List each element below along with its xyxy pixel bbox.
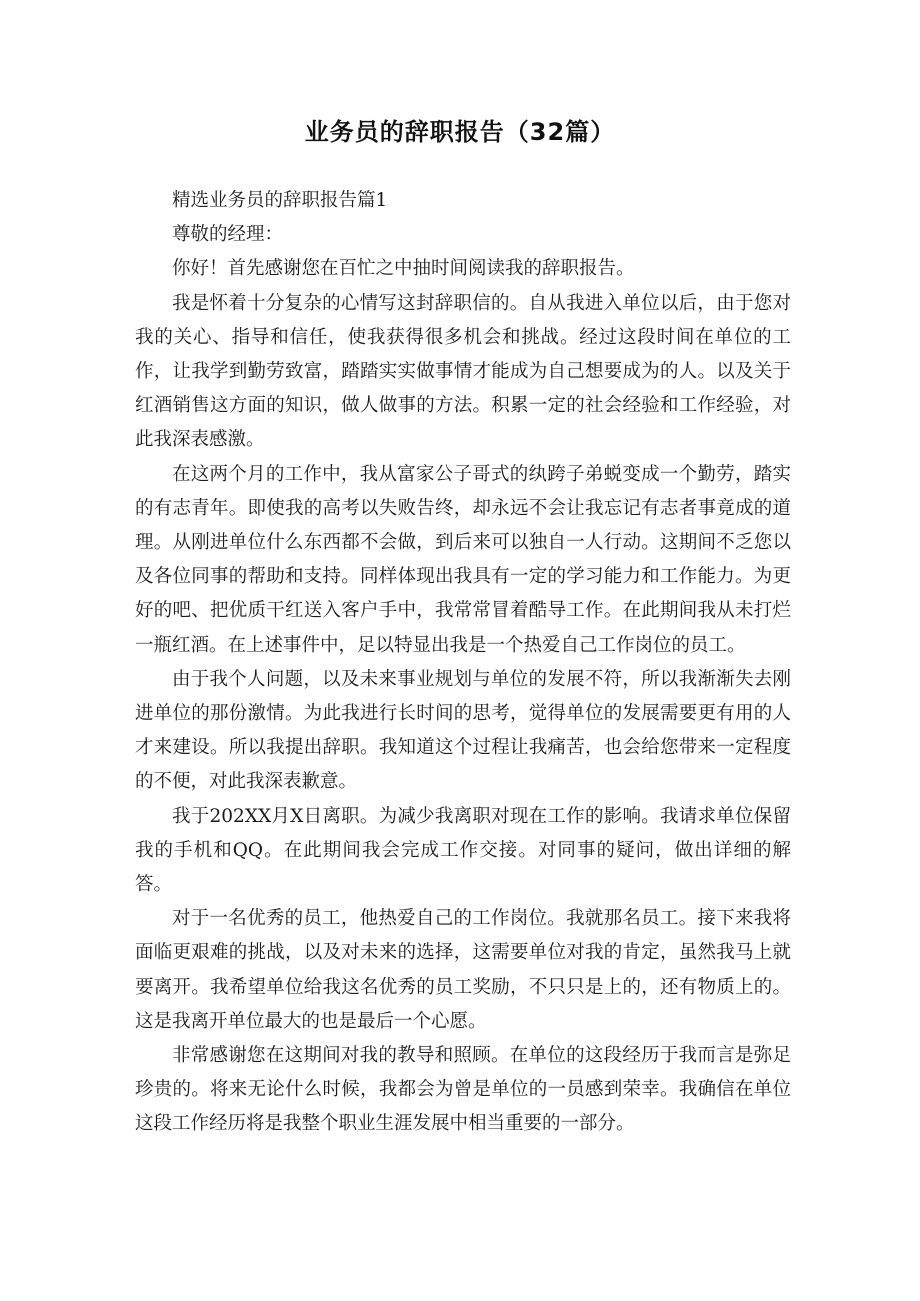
paragraph: 由于我个人问题，以及未来事业规划与单位的发展不符，所以我渐渐失去刚进单位的那份激情。为此我进行长时间的思考，觉得单位的发展需要更有用的人才来建设。所以我提出辞职。我知道这个过程让我痛苦，也会给您带来一定程度的不便，对此我深表歉意。 bbox=[135, 668, 791, 793]
document-title: 业务员的辞职报告（32篇） bbox=[304, 118, 616, 146]
paragraph: 对于一名优秀的员工，他热爱自己的工作岗位。我就那名员工。接下来我将面临更艰难的挑战，以及对未来的选择，这需要单位对我的肯定，虽然我马上就要离开。我希望单位给我这名优秀的员工奖励，不只只是上的，还有物质上的。这是我离开单位最大的也是最后一个心愿。 bbox=[135, 908, 791, 1032]
paragraph: 非常感谢您在这期间对我的教导和照顾。在单位的这段经历于我而言是弥足珍贵的。将来无论什么时候，我都会为曾是单位的一员感到荣幸。我确信在单位这段工作经历将是我整个职业生涯发展中相当重要的一部分。 bbox=[135, 1045, 791, 1135]
paragraph: 我于202XX月X日离职。为减少我离职对现在工作的影响。我请求单位保留我的手机和QQ。在此期间我会完成工作交接。对同事的疑问，做出详细的解答。 bbox=[135, 805, 791, 896]
paragraph: 你好！首先感谢您在百忙之中抽时间阅读我的辞职报告。 bbox=[172, 258, 635, 280]
document-body bbox=[135, 184, 791, 1142]
section-heading: 精选业务员的辞职报告篇1 bbox=[172, 190, 388, 211]
paragraph: 在这两个月的工作中，我从富家公子哥式的纨跨子弟蜕变成一个勤劳，踏实的有志青年。即使我的高考以失败告终，却永远不会让我忘记有志者事竟成的道理。从刚进单位什么东西都不会做，到后来可以独自一人行动。这期间不乏您以及各位同事的帮助和支持。同样体现出我具有一定的学习能力和工作能力。为更好的吧、把优质干红送入客户手中，我常常冒着酷导工作。在此期间我从未打烂一瓶红酒。在上述事件中，足以特显出我是一个热爱自己工作岗位的员工。 bbox=[135, 463, 791, 656]
salutation: 尊敬的经理： bbox=[172, 224, 284, 246]
paragraph: 我是怀着十分复杂的心情写这封辞职信的。自从我进入单位以后，由于您对我的关心、指导和信任，使我获得很多机会和挑战。经过这段时间在单位的工作，让我学到勤劳致富，踏踏实实做事情才能成为自己想要成为的人。以及关于红酒销售这方面的知识，做人做事的方法。积累一定的社会经验和工作经验，对此我深表感激。 bbox=[135, 292, 791, 451]
